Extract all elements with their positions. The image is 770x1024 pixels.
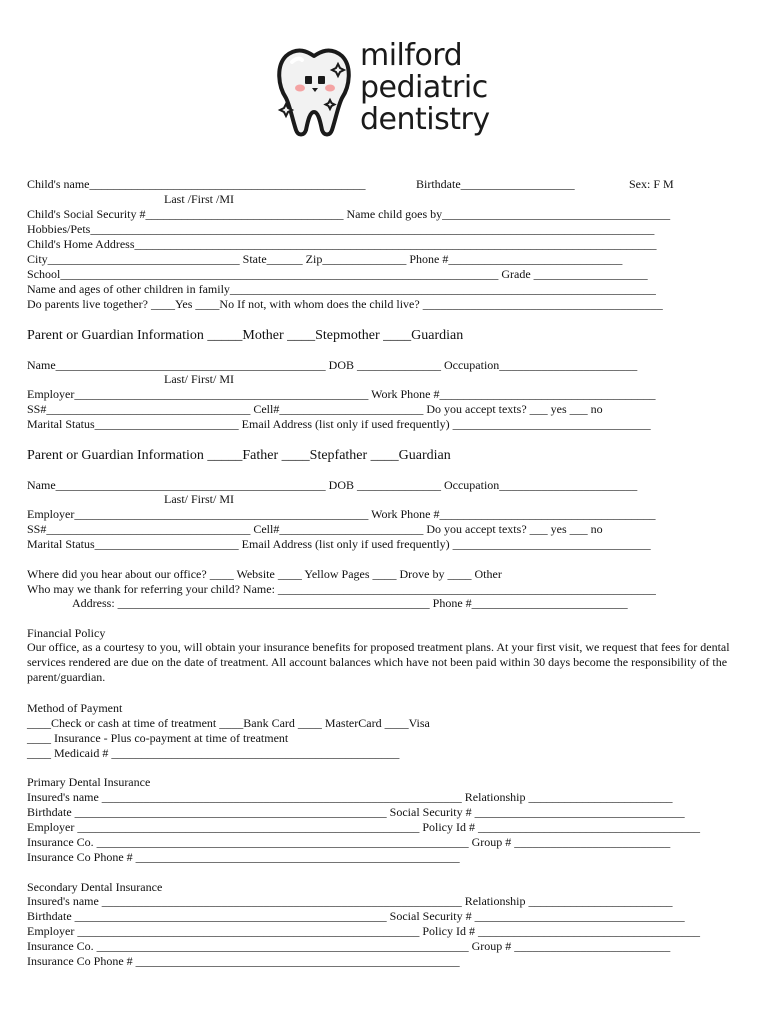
guardian2-marital-field[interactable]: Marital Status________________________ Email Address (list only if used frequently) _________________________________ xyxy=(27,537,651,551)
logo-line-2: pediatric xyxy=(360,70,488,105)
financial-policy-title: Financial Policy xyxy=(27,626,106,640)
referral-address-field[interactable]: Address: ____________________________________________________ Phone #__________________________ xyxy=(72,596,628,610)
primary-phone-field[interactable]: Insurance Co Phone # ______________________________________________________ xyxy=(27,850,460,864)
primary-birthdate-field[interactable]: Birthdate ____________________________________________________ Social Security # ___________________________________ xyxy=(27,805,685,819)
guardian2-heading: Parent or Guardian Information _____Father ____Stepfather ____Guardian xyxy=(27,448,451,463)
child-birthdate-field[interactable]: Birthdate___________________ xyxy=(416,177,575,191)
parents-together-field[interactable]: Do parents live together? ____Yes ____No If not, with whom does the child live? ________________________________________ xyxy=(27,297,663,311)
primary-insurance-title: Primary Dental Insurance xyxy=(27,775,151,789)
primary-company-field[interactable]: Insurance Co. ______________________________________________________________ Group # __________________________ xyxy=(27,835,671,849)
child-name-sublabel: Last /First /MI xyxy=(164,192,235,206)
guardian2-name-sublabel: Last/ First/ MI xyxy=(164,492,235,506)
logo-line-1: milford xyxy=(360,38,463,73)
payment-method-title: Method of Payment xyxy=(27,701,123,715)
secondary-phone-field[interactable]: Insurance Co Phone # ______________________________________________________ xyxy=(27,954,460,968)
guardian1-name-field[interactable]: Name_____________________________________________ DOB ______________ Occupation_______________________ xyxy=(27,358,638,372)
guardian2-ss-field[interactable]: SS#__________________________________ Cell#________________________ Do you accept texts? ___ yes ___ no xyxy=(27,522,603,536)
financial-policy-text: Our office, as a courtesy to you, will obtain your insurance benefits for proposed treatment plans. At your first visit, we request that fees for dental services rendered are due on the date of treatment. All account balances which have not been paid within 30 days become the responsibility of the parent/guardian. xyxy=(27,640,730,684)
child-sex-field[interactable]: Sex: F M xyxy=(629,177,674,191)
practice-logo xyxy=(272,40,502,145)
guardian2-employer-field[interactable]: Employer_________________________________________________ Work Phone #____________________________________ xyxy=(27,507,656,521)
school-grade-field[interactable]: School_________________________________________________________________________ Grade ___________________ xyxy=(27,267,648,281)
guardian2-name-field[interactable]: Name_____________________________________________ DOB ______________ Occupation_______________________ xyxy=(27,478,638,492)
tooth-icon xyxy=(272,46,356,138)
referral-source-field[interactable]: Where did you hear about our office? ____ Website ____ Yellow Pages ____ Drove by ____ Other xyxy=(27,567,502,581)
referral-name-field[interactable]: Who may we thank for referring your child? Name: _______________________________________________________________ xyxy=(27,582,656,596)
primary-employer-field[interactable]: Employer _________________________________________________________ Policy Id # _____________________________________ xyxy=(27,820,700,834)
payment-insurance-field[interactable]: ____ Insurance - Plus co-payment at time of treatment xyxy=(27,731,289,745)
guardian1-heading: Parent or Guardian Information _____Mother ____Stepmother ____Guardian xyxy=(27,328,464,343)
payment-options-field[interactable]: ____Check or cash at time of treatment ____Bank Card ____ MasterCard ____Visa xyxy=(27,716,430,730)
primary-insured-name-field[interactable]: Insured's name ____________________________________________________________ Relationship ________________________ xyxy=(27,790,673,804)
guardian1-name-sublabel: Last/ First/ MI xyxy=(164,372,235,386)
guardian1-employer-field[interactable]: Employer_________________________________________________ Work Phone #____________________________________ xyxy=(27,387,656,401)
child-ssn-field[interactable]: Child's Social Security #_________________________________ Name child goes by______________________________________ xyxy=(27,207,671,221)
logo-line-3: dentistry xyxy=(360,102,490,137)
secondary-employer-field[interactable]: Employer _________________________________________________________ Policy Id # _____________________________________ xyxy=(27,924,700,938)
secondary-company-field[interactable]: Insurance Co. ______________________________________________________________ Group # __________________________ xyxy=(27,939,671,953)
siblings-field[interactable]: Name and ages of other children in family_______________________________________________________________________ xyxy=(27,282,656,296)
payment-medicaid-field[interactable]: ____ Medicaid # ________________________________________________ xyxy=(27,746,400,760)
hobbies-field[interactable]: Hobbies/Pets______________________________________________________________________________________________ xyxy=(27,222,655,236)
child-name-field[interactable]: Child's name______________________________________________ xyxy=(27,177,366,191)
logo-wordmark xyxy=(360,40,490,136)
secondary-birthdate-field[interactable]: Birthdate ____________________________________________________ Social Security # ___________________________________ xyxy=(27,909,685,923)
secondary-insurance-title: Secondary Dental Insurance xyxy=(27,880,163,894)
secondary-insured-name-field[interactable]: Insured's name ____________________________________________________________ Relationship ________________________ xyxy=(27,894,673,908)
home-address-field[interactable]: Child's Home Address_______________________________________________________________________________________ xyxy=(27,237,657,251)
guardian1-marital-field[interactable]: Marital Status________________________ Email Address (list only if used frequently) _________________________________ xyxy=(27,417,651,431)
city-state-zip-field[interactable]: City________________________________ State______ Zip______________ Phone #_____________________________ xyxy=(27,252,623,266)
guardian1-ss-field[interactable]: SS#__________________________________ Cell#________________________ Do you accept texts? ___ yes ___ no xyxy=(27,402,603,416)
